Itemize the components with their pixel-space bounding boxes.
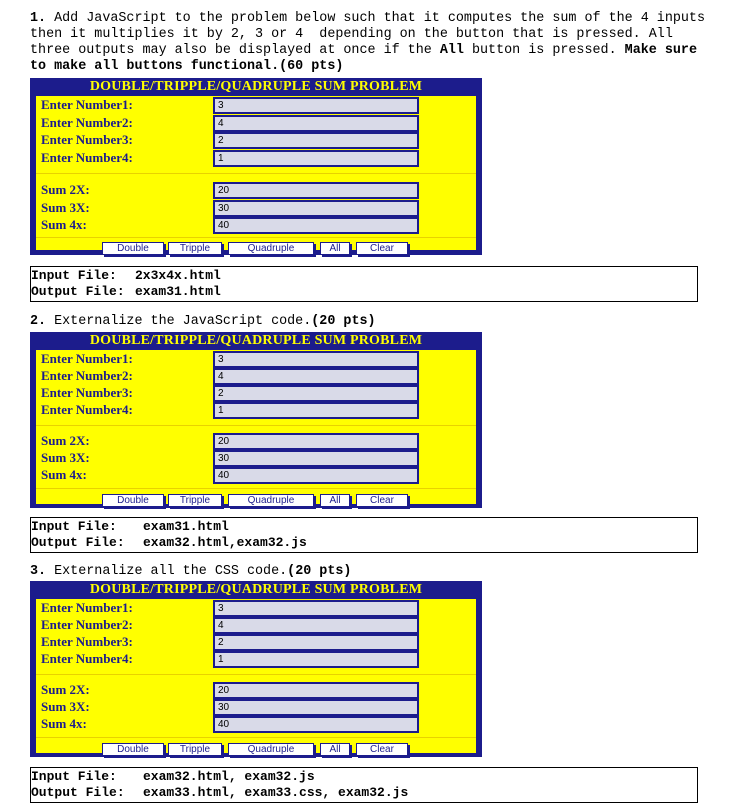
question-1-bold-all: All	[439, 43, 464, 58]
label-number4: Enter Number4:	[41, 402, 133, 417]
label-sum-2x: Sum 2X:	[41, 182, 90, 197]
input-file-line	[31, 769, 315, 785]
output-file-line	[31, 535, 307, 551]
output-file-line	[31, 284, 221, 300]
input-number3[interactable]: 2	[213, 132, 419, 149]
label-sum-4x: Sum 4x:	[41, 716, 87, 731]
label-sum-3x: Sum 3X:	[41, 699, 90, 714]
input-number3[interactable]: 2	[213, 634, 419, 651]
output-sum-4x[interactable]: 40	[213, 467, 419, 484]
all-button[interactable]: All	[320, 743, 350, 756]
divider	[36, 488, 476, 489]
input-number2[interactable]: 4	[213, 115, 419, 132]
question-1-text	[30, 11, 714, 75]
label-number2: Enter Number2:	[41, 115, 133, 130]
label-sum-2x: Sum 2X:	[41, 682, 90, 697]
button-bar	[36, 741, 476, 757]
calculator-panel-3	[30, 581, 482, 757]
question-1-bold-end: Make sure to make all buttons functional.(60 pts)	[30, 43, 706, 74]
label-number4: Enter Number4:	[41, 651, 133, 666]
quadruple-button[interactable]: Quadruple	[228, 494, 314, 507]
output-sum-2x[interactable]: 20	[213, 433, 419, 450]
quadruple-button[interactable]: Quadruple	[228, 242, 314, 255]
divider	[36, 237, 476, 238]
tripple-button[interactable]: Tripple	[168, 743, 222, 756]
output-file-label: Output File:	[31, 785, 125, 800]
output-file-value: exam33.html, exam33.css, exam32.js	[143, 785, 409, 800]
label-number1: Enter Number1:	[41, 97, 133, 112]
input-file-value: exam32.html, exam32.js	[143, 769, 315, 784]
io-box-3	[30, 767, 698, 803]
label-number3: Enter Number3:	[41, 634, 133, 649]
input-number2[interactable]: 4	[213, 617, 419, 634]
input-file-value: 2x3x4x.html	[135, 268, 221, 283]
input-number1[interactable]: 3	[213, 97, 419, 114]
io-box-2	[30, 517, 698, 553]
label-sum-2x: Sum 2X:	[41, 433, 90, 448]
tripple-button[interactable]: Tripple	[168, 242, 222, 255]
question-3-text	[30, 564, 710, 580]
output-file-value: exam32.html,exam32.js	[143, 535, 307, 550]
question-3-number: 3.	[30, 564, 47, 579]
input-number1[interactable]: 3	[213, 351, 419, 368]
output-sum-3x[interactable]: 30	[213, 450, 419, 467]
input-file-label: Input File:	[31, 519, 117, 534]
output-file-line	[31, 785, 409, 801]
question-2-bold-end: (20 pts)	[311, 314, 376, 329]
output-sum-4x[interactable]: 40	[213, 217, 419, 234]
label-number3: Enter Number3:	[41, 132, 133, 147]
divider	[36, 674, 476, 675]
output-file-label: Output File:	[31, 535, 125, 550]
input-number1[interactable]: 3	[213, 600, 419, 617]
label-number1: Enter Number1:	[41, 351, 133, 366]
output-file-label: Output File:	[31, 284, 125, 299]
label-number2: Enter Number2:	[41, 368, 133, 383]
output-sum-4x[interactable]: 40	[213, 716, 419, 733]
io-box-1	[30, 266, 698, 302]
calculator-title: DOUBLE/TRIPPLE/QUADRUPLE SUM PROBLEM	[89, 333, 423, 348]
clear-button[interactable]: Clear	[356, 242, 408, 255]
output-sum-3x[interactable]: 30	[213, 200, 419, 217]
input-number2[interactable]: 4	[213, 368, 419, 385]
calculator-title: DOUBLE/TRIPPLE/QUADRUPLE SUM PROBLEM	[89, 582, 423, 597]
input-number4[interactable]: 1	[213, 402, 419, 419]
calculator-panel-2	[30, 332, 482, 508]
label-number2: Enter Number2:	[41, 617, 133, 632]
calculator-body	[36, 350, 476, 504]
button-bar	[36, 492, 476, 508]
divider	[36, 737, 476, 738]
output-sum-2x[interactable]: 20	[213, 682, 419, 699]
question-2-body: Externalize the JavaScript code.	[46, 314, 312, 329]
question-2-text	[30, 314, 710, 330]
label-sum-3x: Sum 3X:	[41, 450, 90, 465]
question-2-number: 2.	[30, 314, 47, 329]
label-sum-4x: Sum 4x:	[41, 217, 87, 232]
label-number4: Enter Number4:	[41, 150, 133, 165]
input-number4[interactable]: 1	[213, 150, 419, 167]
clear-button[interactable]: Clear	[356, 494, 408, 507]
output-sum-3x[interactable]: 30	[213, 699, 419, 716]
label-number1: Enter Number1:	[41, 600, 133, 615]
input-file-label: Input File:	[31, 268, 117, 283]
input-number4[interactable]: 1	[213, 651, 419, 668]
question-1-body-2: button is pressed.	[463, 43, 625, 58]
input-file-value: exam31.html	[143, 519, 229, 534]
divider	[36, 173, 476, 174]
label-sum-4x: Sum 4x:	[41, 467, 87, 482]
label-sum-3x: Sum 3X:	[41, 200, 90, 215]
quadruple-button[interactable]: Quadruple	[228, 743, 314, 756]
question-3-body: Externalize all the CSS code.	[46, 564, 288, 579]
question-3-bold-end: (20 pts)	[287, 564, 352, 579]
question-1-body: Add JavaScript to the problem below such that it computes the sum of the 4 inputs then it multiplies it by 2, 3 or 4 depending on the button that is pressed. All three outputs may also be displayed at once if the	[30, 11, 714, 58]
question-1-number: 1.	[30, 11, 47, 26]
double-button[interactable]: Double	[102, 494, 164, 507]
clear-button[interactable]: Clear	[356, 743, 408, 756]
input-file-line	[31, 519, 229, 535]
button-bar	[36, 240, 476, 256]
calculator-body	[36, 96, 476, 254]
all-button[interactable]: All	[320, 242, 350, 255]
input-file-label: Input File:	[31, 769, 117, 784]
input-number3[interactable]: 2	[213, 385, 419, 402]
divider	[36, 425, 476, 426]
double-button[interactable]: Double	[102, 242, 164, 255]
calculator-panel-1	[30, 78, 482, 255]
calculator-title: DOUBLE/TRIPPLE/QUADRUPLE SUM PROBLEM	[89, 79, 423, 94]
output-file-value: exam31.html	[135, 284, 221, 299]
all-button[interactable]: All	[320, 494, 350, 507]
output-sum-2x[interactable]: 20	[213, 182, 419, 199]
label-number3: Enter Number3:	[41, 385, 133, 400]
calculator-body	[36, 599, 476, 753]
double-button[interactable]: Double	[102, 743, 164, 756]
input-file-line	[31, 268, 221, 284]
tripple-button[interactable]: Tripple	[168, 494, 222, 507]
